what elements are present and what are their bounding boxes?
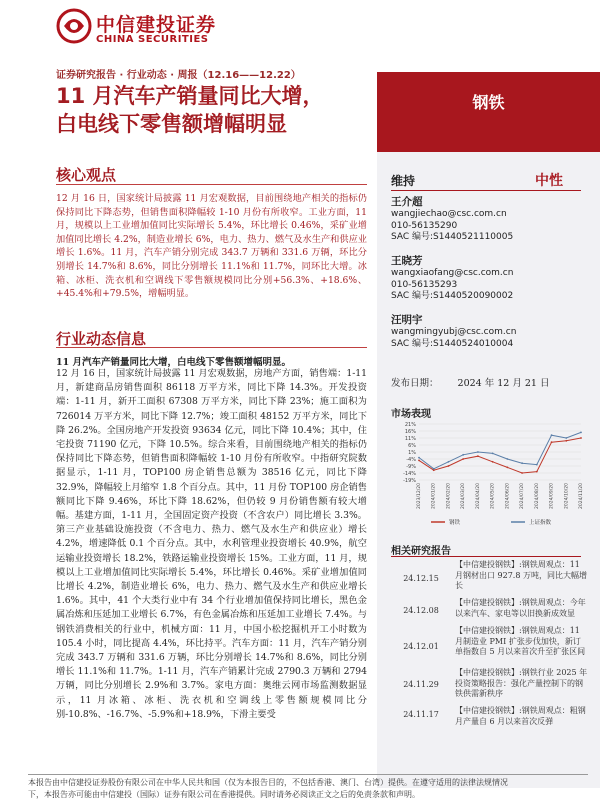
- related-report-item[interactable]: [391, 560, 591, 596]
- disclaimer-footer: [28, 777, 588, 801]
- report-title: [56, 82, 366, 138]
- brand-logo: [56, 8, 236, 50]
- brand-emblem-icon: [56, 8, 92, 44]
- industry-body: 12 月 16 日，国家统计局披露 11 月宏观数据，房地产方面，销售端：1-11 月，新建商品房销售面积 86118 万平方米，同比下降 14.3%。开发投资端：1-11 月，新开工面积 67308 万平方米，同比下降 23%；施工面积为 726014 万平方米，同比下降 12.7%；竣工面积 48152 万平方米，同比下降 26.2%。全国房地产开发投资 93634 亿元，同比下降 10.4%；其中，住宅投资 71190 亿元，下降 10.5%。综合来看，目前围绕地产相关的指标仍保持同比下降态势，但销售面积降幅较 1-10 月份有所收窄。中指研究院数据显示，1-11 月，TOP100 房企销售总额为 38516 亿元，同比下降 32.9%，降幅较上月缩窄 1.8 个百分点。其中，11 月份 TOP100 房企销售额同比下降 9.46%，环比下降 18.62%，但仍较 9 月份销售额有较大增幅。基建方面，1-11 月，全国固定资产投资（不含农户）同比增长 3.3%。第三产业基础设施投资（不含电力、热力、燃气及水生产和供应业）增长 4.2%，增速降低 0.1 个百分点。其中，水利管理业投资增长 40.9%，航空运输业投资增长 18.2%，铁路运输业投资增长 15%。工业方面，11 月，规模以上工业增加值同比实际增长 5.4%，环比增长 0.46%。采矿业增加值同比增长 4.2%，制造业增长 6%，电力、热力、燃气及水生产和供应业增长 1.6%。其中，41 个大类行业中有 34 个行业增加值保持同比增长，黑色金属冶炼和压延加工业增长 6.7%，有色金属冶炼和压延加工业增长 7.4%。与钢铁消费相关的行业中，机械方面：11 月，中国小松挖掘机开工小时数为 105.4 小时，同比提高 4.4%，环比持平。汽车方面：11 月，汽车产销分别完成 343.7 万辆和 331.6 万辆，环比分别增长 14.7%和 8.6%，同比分别增长 11.1%和 11.7%。1-11 月，汽车产销累计完成 2790.3 万辆和 2794 万辆，同比分别增长 2.9%和 3.7%。家电方面：奥维云网市场监测数据显示，11 月冰箱、冰柜、洗衣机和空调线上零售额规模同比分别-10.8%、-16.7%、-5.9%和+18.9%，下滑主要受: [56, 368, 367, 720]
- series-line-钢铁: [419, 438, 581, 473]
- market-performance-chart: [391, 418, 586, 533]
- industry-heading: 行业动态信息: [56, 330, 147, 348]
- data-point: [521, 472, 523, 474]
- brand-name-cn: 中信建投证券: [96, 14, 217, 36]
- related-divider: [391, 556, 581, 557]
- data-point: [551, 434, 553, 436]
- industry-rule: [56, 347, 367, 348]
- related-report-date: 24.12.15: [403, 574, 439, 583]
- related-report-item[interactable]: [391, 706, 591, 730]
- legend-label: 钢铁: [449, 520, 461, 526]
- data-point: [521, 462, 523, 464]
- data-point: [477, 451, 479, 453]
- publish-date-value: 2024 年 12 月 21 日: [457, 378, 550, 389]
- core-view-heading: 核心观点: [56, 166, 117, 184]
- core-view-text: 12 月 16 日，国家统计局披露 11 月宏观数据，目前围绕地产相关的指标仍保持同比下降态势，但销售面积降幅较 1-10 月份有所收窄。工业方面，11 月，规模以上工业增加值同比实际增长 5.4%，环比增长 0.46%，采矿业增加值同比增长 4.2%，制造业增长 6%，电力、热力、燃气及水生产和供应业增长 1.6%。11 月，汽车产销分别完成 343.7 万辆和 331.6 万辆，环比分别增长 14.7%和 8.6%，同比分别增长 11.1%和 11.7%，同环比大增。冰箱、冰柜、洗衣机和空调线下零售额规模同比分别+56.3%、+18.6%、+45.4%和+79.5%，增幅明显。: [56, 193, 367, 300]
- disclaimer-line2: 下，本报告亦可能由中信建投（国际）证券有限公司在香港提供。同时请务必阅读正文之后的免责条款和声明。: [28, 790, 420, 799]
- related-report-item[interactable]: [391, 626, 591, 672]
- y-tick-label: 1%: [408, 450, 416, 456]
- analyst-card: [391, 255, 513, 303]
- x-tick-label: 2024/04/20: [475, 483, 481, 509]
- x-tick-label: 2024/03/20: [461, 483, 467, 509]
- data-point: [448, 465, 450, 467]
- y-tick-label: 6%: [408, 443, 416, 449]
- x-tick-label: 2024/05/20: [490, 483, 496, 509]
- analyst-email[interactable]: wangjiechao@csc.com.cn: [391, 209, 507, 219]
- related-report-text: 【中信建投钢铁】:钢铁周观点：11 月钢材出口 927.8 万吨，同比大幅增长: [455, 560, 587, 590]
- footer-rule: [28, 774, 588, 775]
- data-point: [492, 461, 494, 463]
- x-tick-label: 2024/08/20: [534, 483, 540, 509]
- sector-label: 钢铁: [472, 93, 505, 112]
- analyst-card: [391, 196, 513, 244]
- x-tick-label: 2024/11/20: [579, 483, 584, 509]
- data-point: [565, 437, 567, 439]
- related-report-text: 【中信建投钢铁】:钢铁周观点：11 月制造业 PMI 扩张步伐加快，新订单指数自 5 月以来首次升至扩张区间: [455, 626, 586, 656]
- analyst-phone: 010-56135293: [391, 279, 458, 290]
- data-point: [580, 437, 582, 439]
- x-tick-label: 2024/10/20: [564, 483, 570, 509]
- y-tick-label: -19%: [403, 478, 416, 484]
- analyst-name: 汪明宇: [391, 314, 423, 326]
- data-point: [433, 468, 435, 470]
- related-report-date: 24.12.01: [403, 642, 439, 651]
- analyst-name: 王介超: [391, 196, 423, 208]
- y-tick-label: -14%: [403, 471, 416, 477]
- publish-date: [391, 375, 550, 389]
- rating-row: [391, 170, 581, 191]
- related-report-date: 24.12.08: [403, 606, 439, 615]
- data-point: [565, 440, 567, 442]
- analyst-name: 王晓芳: [391, 255, 423, 267]
- y-tick-label: 11%: [404, 436, 416, 442]
- legend-label: 上证指数: [529, 520, 552, 526]
- analyst-card: [391, 314, 516, 350]
- data-point: [418, 460, 420, 462]
- data-point: [418, 457, 420, 459]
- x-tick-label: 2023/12/20: [417, 483, 422, 509]
- x-tick-label: 2024/06/20: [505, 483, 511, 509]
- analyst-email[interactable]: wangmingyubj@csc.com.cn: [391, 327, 517, 337]
- analyst-sac: SAC 编号:S1440521110005: [391, 232, 514, 242]
- industry-lead: 11 月汽车产销量同比大增，白电线下零售额增幅明显。: [56, 357, 292, 368]
- core-view-rule: [56, 184, 367, 185]
- data-point: [506, 458, 508, 460]
- analyst-sac: SAC 编号:S1440520090002: [391, 291, 514, 301]
- rating-label: 维持: [391, 174, 416, 188]
- data-point: [448, 461, 450, 463]
- analyst-sac: SAC 编号:S1440524010004: [391, 338, 514, 349]
- x-tick-label: 2024/01/20: [431, 483, 437, 509]
- data-point: [536, 464, 538, 466]
- analyst-phone: 010-56135290: [391, 220, 458, 231]
- data-point: [551, 441, 553, 443]
- x-tick-label: 2024/09/20: [549, 483, 555, 509]
- related-report-date: 24.11.17: [403, 710, 439, 719]
- data-point: [580, 432, 582, 434]
- report-title-line2: 白电线下零售额增幅明显: [56, 112, 287, 136]
- brand-name-en: CHINA SECURITIES: [96, 34, 209, 45]
- data-point: [536, 471, 538, 473]
- report-meta: 证券研究报告 · 行业动态 · 周报（12.16——12.22）: [56, 70, 301, 81]
- related-report-date: 24.11.29: [403, 680, 439, 689]
- data-point: [462, 458, 464, 460]
- analyst-email[interactable]: wangxiaofang@csc.com.cn: [391, 268, 514, 278]
- y-tick-label: -4%: [406, 457, 416, 463]
- related-report-text: 【中信建投钢铁】:钢铁周观点：今年以来汽车、家电等以旧换新成效显: [455, 598, 586, 618]
- related-reports-title: 相关研究报告: [391, 546, 451, 557]
- rating-value: 中性: [535, 173, 563, 189]
- y-tick-label: 21%: [404, 422, 416, 428]
- report-title-line1: 11 月汽车产销量同比大增，: [56, 84, 324, 108]
- data-point: [506, 467, 508, 469]
- related-report-text: 【中信建投钢铁】:钢铁行业 2025 年投资策略报告：强化产量控制下的钢铁供需新秩序: [455, 668, 588, 698]
- y-tick-label: 16%: [404, 429, 416, 435]
- disclaimer-line1: 本报告由中信建投证券股份有限公司在中华人民共和国（仅为本报告目的，不包括香港、澳门、台湾）提供。在遵守适用的法律法规情况: [28, 778, 508, 787]
- data-point: [462, 454, 464, 456]
- market-performance-title: 市场表现: [391, 409, 431, 420]
- x-tick-label: 2024/07/20: [520, 483, 526, 509]
- sector-banner: [377, 72, 600, 152]
- publish-date-label: 发布日期：: [391, 378, 439, 389]
- data-point: [477, 455, 479, 457]
- x-tick-label: 2024/02/20: [446, 483, 452, 509]
- data-point: [492, 453, 494, 455]
- related-report-item[interactable]: [391, 668, 591, 702]
- y-tick-label: -9%: [406, 464, 416, 470]
- related-report-text: 【中信建投钢铁】:钢铁周观点：粗钢月产量自 6 月以来首次反弹: [455, 706, 586, 726]
